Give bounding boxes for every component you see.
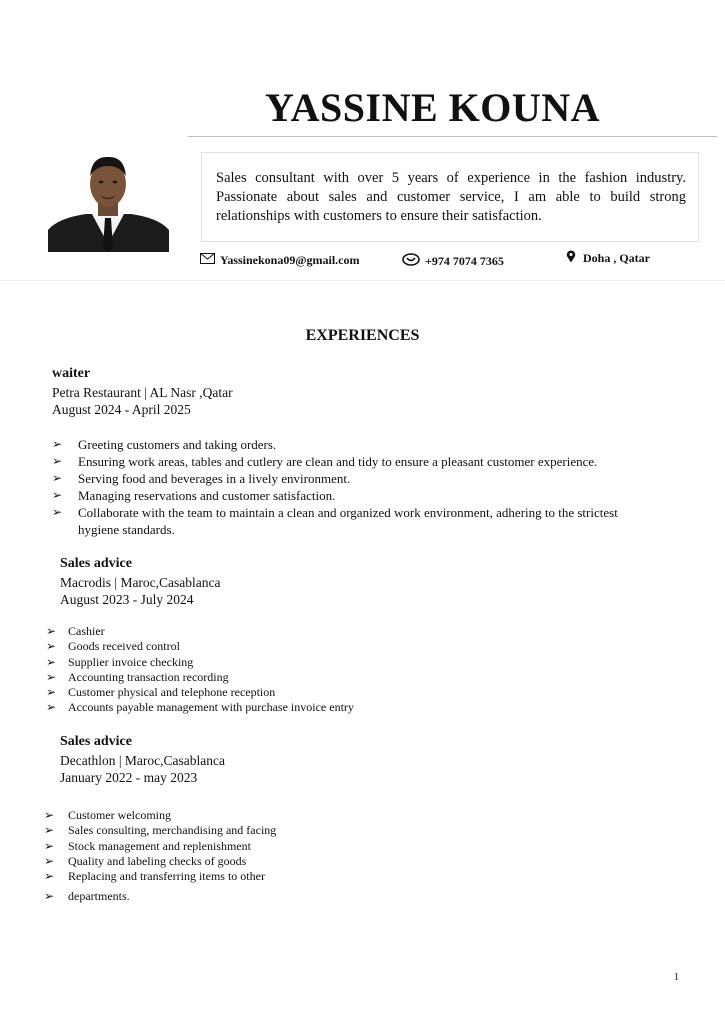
job-bullets xyxy=(46,624,646,716)
job-title: Sales advice xyxy=(60,556,132,571)
location-text: Doha , Qatar xyxy=(583,251,650,265)
job-dates: January 2022 - may 2023 xyxy=(60,770,198,785)
list-item: ➢ Cashier xyxy=(46,624,105,638)
arrow-bullet-icon: ➢ xyxy=(44,808,55,822)
list-item: ➢ Accounting transaction recording xyxy=(46,669,229,684)
arrow-bullet-icon: ➢ xyxy=(46,624,57,638)
arrow-bullet-icon: ➢ xyxy=(52,437,63,451)
header-bottom-divider xyxy=(0,280,725,281)
arrow-bullet-icon: ➢ xyxy=(46,685,57,700)
list-item: ➢ Goods received control xyxy=(46,639,180,654)
page-number: 1 xyxy=(674,972,679,983)
contact-email[interactable] xyxy=(200,253,360,268)
phone-icon xyxy=(402,253,425,270)
candidate-name: YASSINE KOUNA xyxy=(264,85,601,130)
email-text: Yassinekona09@gmail.com xyxy=(220,253,360,267)
list-item: ➢ Supplier invoice checking xyxy=(46,654,194,669)
list-item: ➢ Stock management and replenishment xyxy=(44,838,251,853)
job-entry xyxy=(52,366,692,418)
job-bullets xyxy=(44,808,644,905)
job-company: Petra Restaurant | AL Nasr ,Qatar xyxy=(52,385,233,400)
list-item: ➢ Customer welcoming xyxy=(44,808,171,822)
profile-photo xyxy=(48,152,169,252)
job-title: Sales advice xyxy=(60,734,132,749)
job-entry xyxy=(60,734,660,786)
arrow-bullet-icon: ➢ xyxy=(52,454,63,468)
contact-location xyxy=(566,250,650,267)
arrow-bullet-icon: ➢ xyxy=(52,505,63,519)
map-pin-icon xyxy=(566,250,581,267)
list-item: ➢ Quality and labeling checks of goods xyxy=(44,853,247,868)
list-item: ➢ Serving food and beverages in a lively environment. xyxy=(52,471,351,486)
list-item: ➢ Replacing and transferring items to other xyxy=(44,869,265,884)
list-item: ➢ departments. xyxy=(44,889,130,904)
list-item: ➢ Customer physical and telephone reception xyxy=(46,685,276,700)
list-item: ➢ Greeting customers and taking orders. xyxy=(52,437,277,452)
list-item: ➢ Managing reservations and customer satisfaction. xyxy=(52,488,336,503)
list-item: ➢ Collaborate with the team to maintain a clean and organized work environment, adhering to the strictest hygiene standards. xyxy=(52,505,618,537)
profile-summary: Sales consultant with over 5 years of experience in the fashion industry. Passionate about sales and customer service, I am able to build strong relationships with customers to ensure their satisfaction. xyxy=(201,152,699,242)
arrow-bullet-icon: ➢ xyxy=(46,654,57,669)
arrow-bullet-icon: ➢ xyxy=(44,853,55,868)
arrow-bullet-icon: ➢ xyxy=(44,869,55,884)
list-item: ➢ Ensuring work areas, tables and cutlery are clean and tidy to ensure a pleasant customer experience. xyxy=(52,454,598,469)
list-item: ➢ Accounts payable management with purchase invoice entry xyxy=(46,700,354,715)
job-bullets xyxy=(52,436,692,538)
job-company: Decathlon | Maroc,Casablanca xyxy=(60,753,226,768)
arrow-bullet-icon: ➢ xyxy=(44,889,55,904)
arrow-bullet-icon: ➢ xyxy=(46,669,57,684)
job-title: waiter xyxy=(52,366,91,381)
arrow-bullet-icon: ➢ xyxy=(46,639,57,654)
arrow-bullet-icon: ➢ xyxy=(44,823,55,838)
job-company: Macrodis | Maroc,Casablanca xyxy=(60,575,221,590)
job-dates: August 2024 - April 2025 xyxy=(52,402,191,417)
arrow-bullet-icon: ➢ xyxy=(44,838,55,853)
job-dates: August 2023 - July 2024 xyxy=(60,592,194,607)
envelope-icon xyxy=(200,253,220,268)
job-entry xyxy=(60,556,660,608)
arrow-bullet-icon: ➢ xyxy=(46,700,57,715)
header-divider xyxy=(188,136,717,137)
arrow-bullet-icon: ➢ xyxy=(52,488,63,502)
section-title-experiences: EXPERIENCES xyxy=(305,327,420,344)
contact-phone[interactable] xyxy=(402,253,504,270)
arrow-bullet-icon: ➢ xyxy=(52,471,63,485)
phone-text: +974 7074 7365 xyxy=(425,254,504,268)
list-item: ➢ Sales consulting, merchandising and facing xyxy=(44,823,277,838)
